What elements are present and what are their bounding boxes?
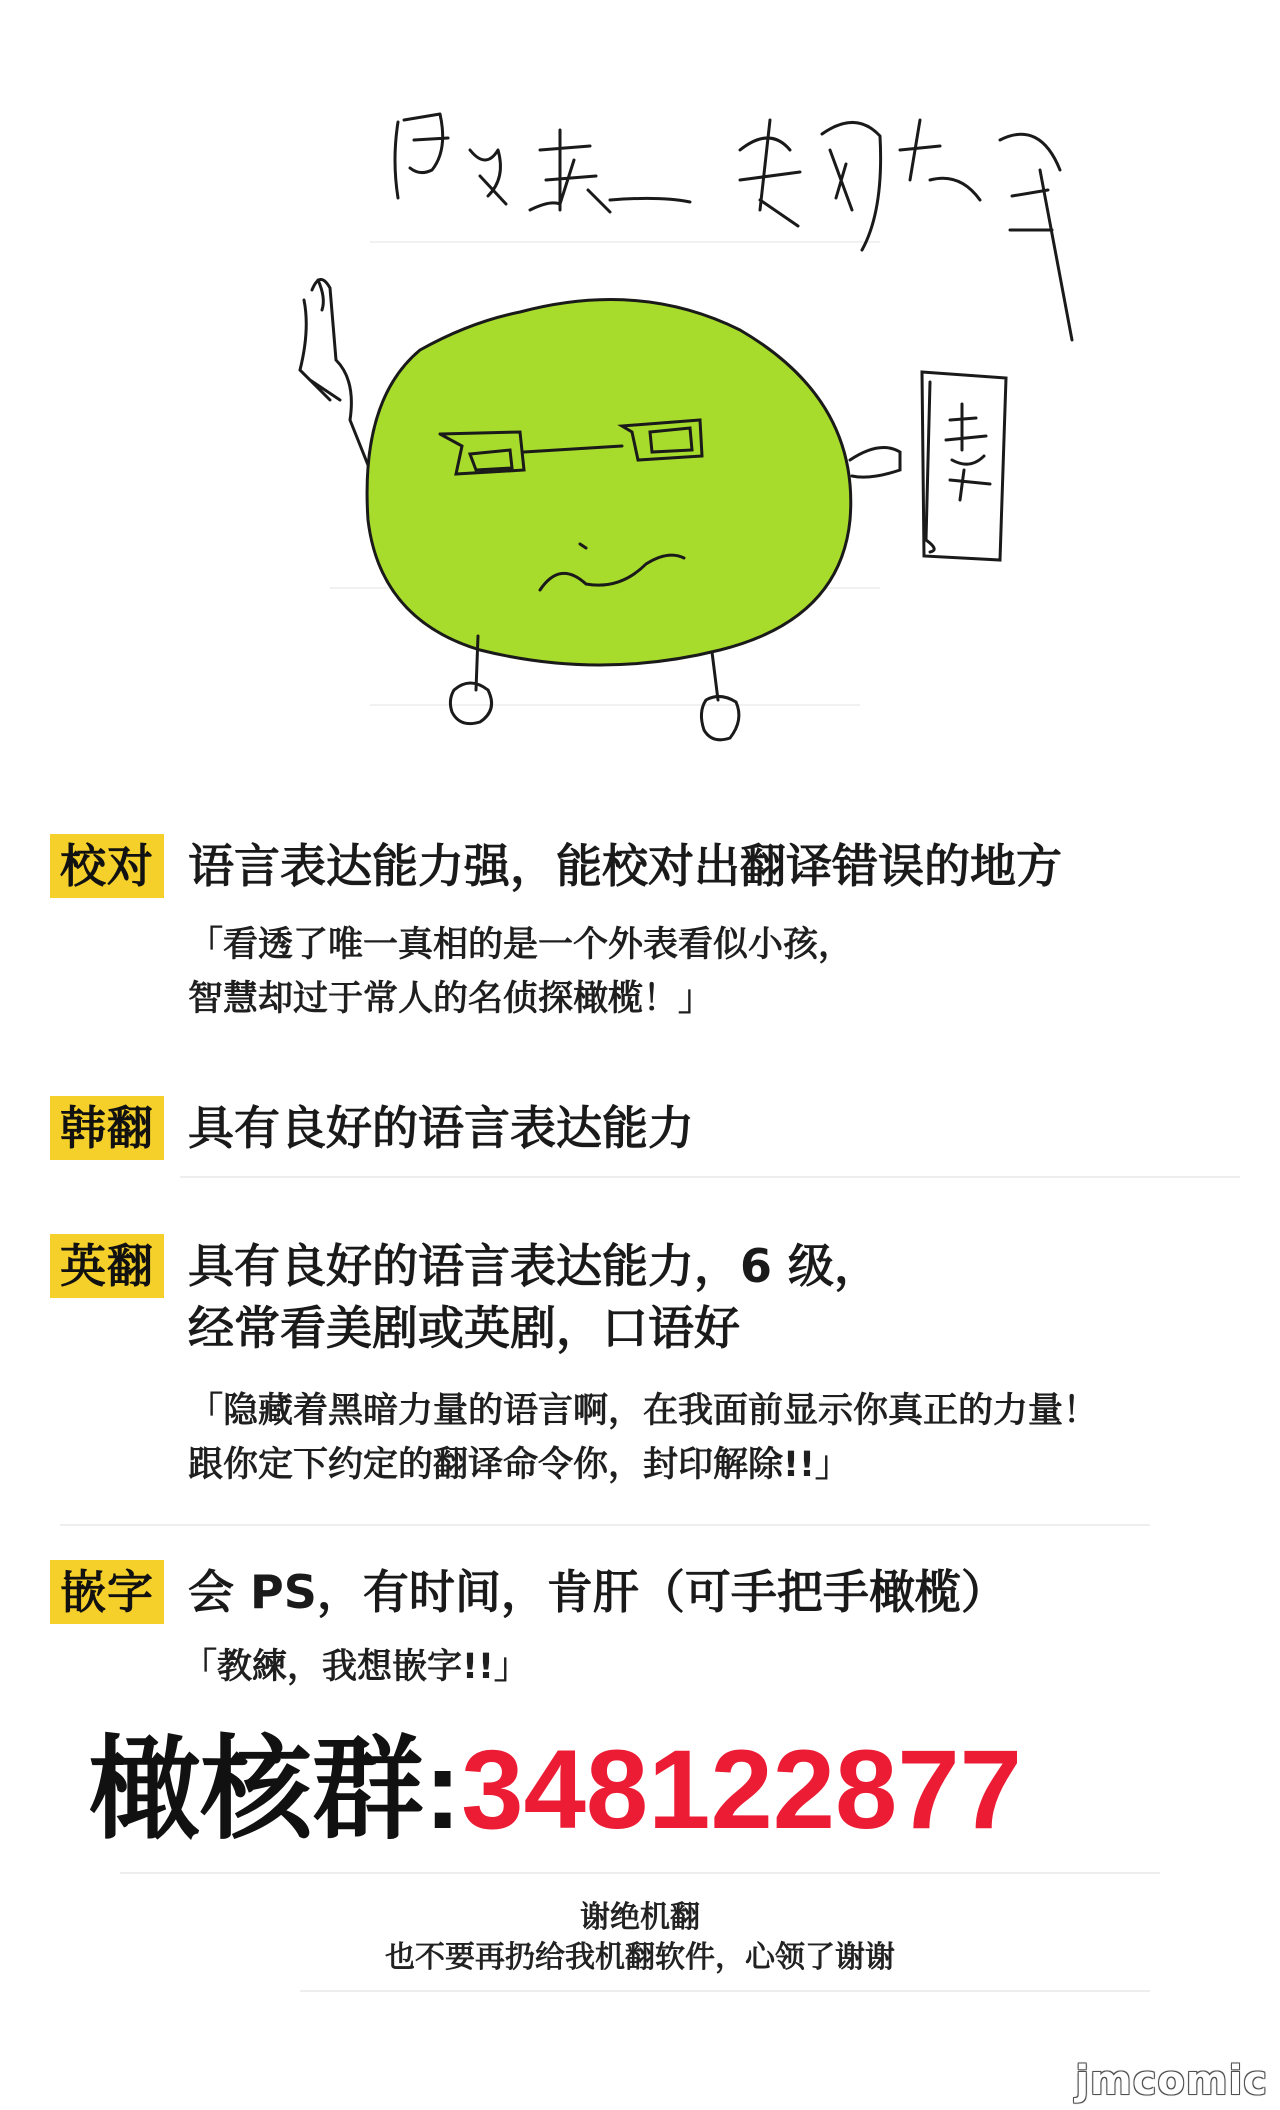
watermark: jmcomic [1075,2058,1268,2104]
role-quote-line: 跟你定下约定的翻译命令你，封印解除!!」 [188,1445,850,1485]
role-quote-line: 「教練，我想嵌字!!」 [182,1647,529,1687]
section-korean-translator [50,1096,1250,1166]
section-english-translator [50,1234,1250,1504]
footer-note-body: 也不要再扔给我机翻软件，心领了谢谢 [385,1940,895,1975]
role-requirement: 具有良好的语言表达能力 [188,1101,694,1155]
group-number-banner [88,1720,1022,1860]
role-quote-line: 「隐藏着黑暗力量的语言啊，在我面前显示你真正的力量！ [188,1391,1099,1431]
footer-note-title: 谢绝机翻 [580,1900,700,1935]
role-tag-typesetter: 嵌字 [50,1560,164,1624]
left-arm [300,279,370,470]
group-label: 橄核群: [88,1727,462,1852]
right-arm [850,372,1006,560]
role-tag-english: 英翻 [50,1234,164,1298]
section-typesetter [50,1560,1250,1690]
role-quote-line: 智慧却过于常人的名侦探橄榄！」 [188,979,714,1019]
role-requirement: 经常看美剧或英剧，口语好 [188,1301,740,1355]
role-tag-proofreader: 校对 [50,834,164,898]
scribble-title [395,114,1072,340]
divider [300,1990,1150,1992]
role-tag-korean: 韩翻 [50,1096,164,1160]
divider [60,1524,1150,1526]
section-proofreader [50,834,1250,1034]
mascot-body [367,300,851,665]
divider [120,1872,1160,1874]
divider [180,1176,1240,1178]
group-number[interactable]: 348122877 [461,1727,1022,1852]
role-quote-line: 「看透了唯一真相的是一个外表看似小孩， [188,925,854,965]
role-requirement: 语言表达能力强，能校对出翻译错误的地方 [188,839,1062,893]
mascot-drawing [0,0,1280,760]
role-requirement: 具有良好的语言表达能力，6 级， [188,1239,881,1293]
role-requirement: 会 PS，有时间，肯肝（可手把手橄榄） [188,1565,1007,1619]
